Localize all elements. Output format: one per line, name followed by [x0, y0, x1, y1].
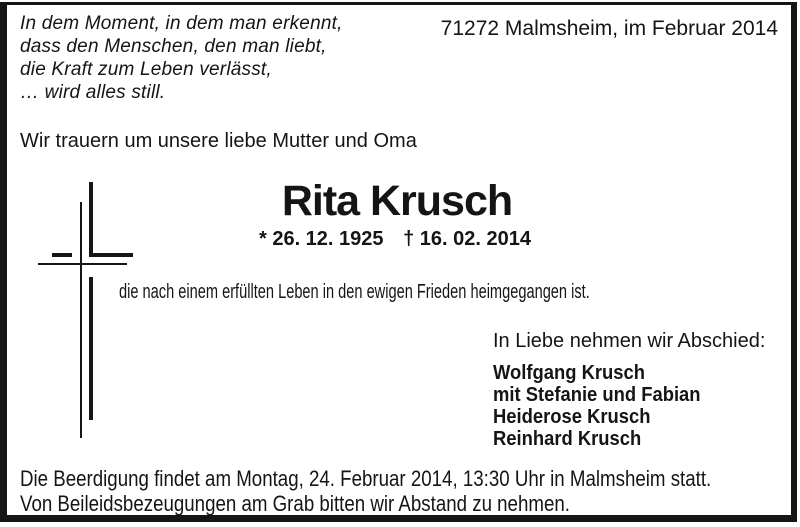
funeral-details: [20, 466, 711, 516]
funeral-info-line: Die Beerdigung findet am Montag, 24. Februar 2014, 13:30 Uhr in Malmsheim statt.: [20, 466, 712, 491]
farewell-heading: In Liebe nehmen wir Abschied:: [493, 330, 766, 352]
life-summary-line: die nach einem erfüllten Leben in den ewigen Frieden heimgegangen ist.: [119, 281, 590, 303]
place-dateline: 71272 Malmsheim, im Februar 2014: [440, 17, 778, 40]
mourner-name: mit Stefanie und Fabian: [493, 384, 701, 406]
epigraph-line: … wird alles still.: [20, 82, 166, 103]
epigraph-line: die Kraft zum Leben verlässt,: [20, 59, 272, 80]
epigraph-quote: [20, 12, 343, 104]
mourner-name: Reinhard Krusch: [493, 428, 642, 450]
deceased-name: Rita Krusch: [281, 177, 513, 225]
cross-stroke: [52, 253, 72, 257]
mourner-name: Wolfgang Krusch: [493, 362, 645, 384]
condolence-note-line: Von Beileidsbezeugungen am Grab bitten wir Abstand zu nehmen.: [20, 491, 570, 516]
cross-stroke: [38, 263, 127, 265]
cross-stroke: [89, 253, 133, 257]
birth-date: * 26. 12. 1925: [258, 228, 384, 250]
cross-stroke: [89, 277, 93, 420]
life-dates: [0, 228, 790, 251]
mourners-list: [493, 362, 701, 450]
death-date: † 16. 02. 2014: [403, 228, 531, 250]
mourner-name: Heiderose Krusch: [493, 406, 651, 428]
mourning-intro-line: Wir trauern um unsere liebe Mutter und Oma: [20, 130, 417, 152]
epigraph-line: In dem Moment, in dem man erkennt,: [20, 13, 343, 34]
epigraph-line: dass den Menschen, den man liebt,: [20, 36, 327, 57]
